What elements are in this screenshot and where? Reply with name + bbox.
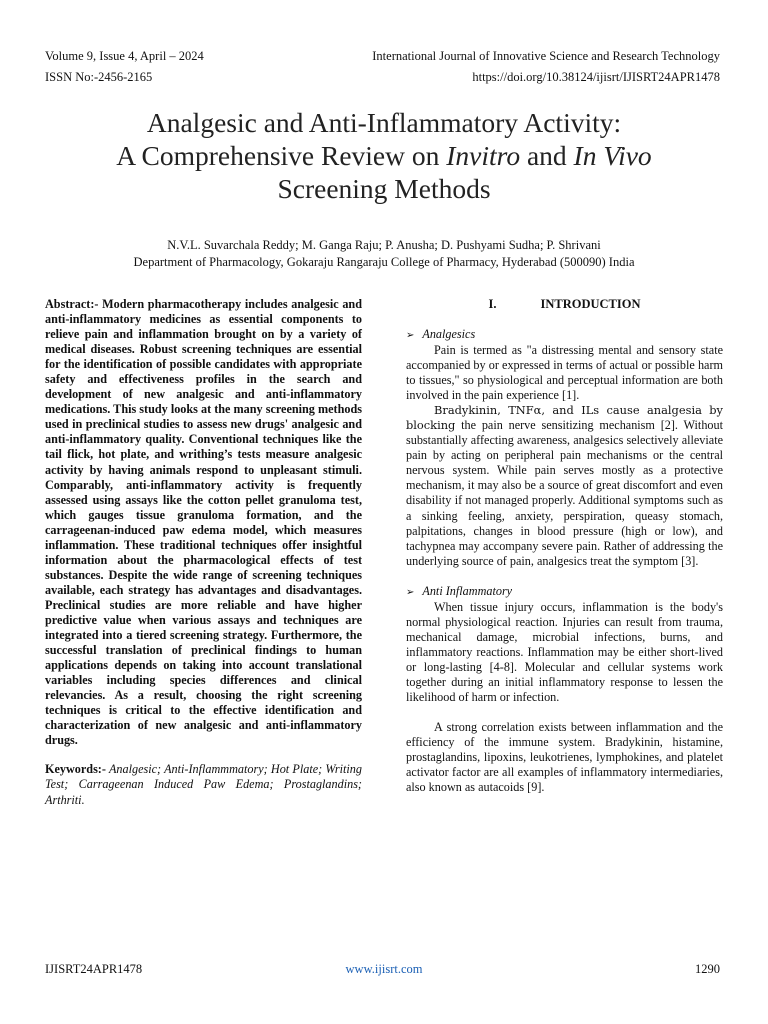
author-block <box>40 237 728 271</box>
subheading-analgesics <box>406 327 723 343</box>
arrow-bullet-icon: ➢ <box>406 586 415 598</box>
keywords <box>45 762 362 807</box>
volume-issue: Volume 9, Issue 4, April – 2024 <box>45 49 204 63</box>
section-number: I. <box>488 297 497 311</box>
left-column <box>45 297 362 808</box>
subheading-label: Anti Inflammatory <box>422 583 513 598</box>
title-text: A Comprehensive Review on <box>116 140 447 171</box>
keywords-list: Analgesic; Anti-Inflammmatory; Hot Plate; Writing Test; Carrageenan Induced Paw Edema; Prostaglandins; Arthriti. <box>45 762 362 807</box>
section-title: INTRODUCTION <box>540 297 641 311</box>
footer-site <box>0 962 768 976</box>
title-line-2 <box>40 139 728 172</box>
website-link[interactable]: www.ijisrt.com <box>345 962 423 976</box>
subheading-anti-inflammatory <box>406 584 723 600</box>
paragraph-analgesics-2 <box>406 403 723 569</box>
abstract: Abstract:- Modern pharmacotherapy includes analgesic and anti-inflammatory medicines as essential components to relieve pain and inflammation brought on by a variety of medical diseases. Robust screening techniques are essential for the identification of possible candidates with appropriate safety and effectiveness profiles in the search and development of new analgesic and anti-inflammatory medications. This study looks at the many screening methods used in preclinical studies to assess new drugs' analgesic and anti-inflammatory quality. Conventional techniques like the tail flick, hot plate, and writhing’s tests measure analgesic activity by having animals respond to unpleasant stimuli. Comparably, anti-inflammatory activity is frequently assessed using assays like the cotton pellet granuloma test, which gauges tissue granuloma formation, and the carrageenan-induced paw edema model, which measures inflammation. These traditional techniques offer insightful information about the pharmacological effects of test substances. Despite the wide range of screening techniques available, each strategy has advantages and disadvantages. Preclinical studies are more reliable and have higher predictive value when various assays and techniques are integrated into a tiered screening strategy. Furthermore, the successful translation of preclinical findings to human applications depends on taking into account translational variables including species differences and clinical relevancies. As a result, choosing the right screening techniques is critical to the effective identification and characterization of new analgesic and anti-inflammatory drugs. <box>45 297 362 748</box>
paragraph-body: the pain nerve sensitizing mechanism [2]. Without substantially affecting awareness, analgesics selectively alleviate pain by acting on peripheral pain mechanisms or the central nervous system. While pain serves mostly as a protective mechanism, it may also be a source of great discomfort and even disability if not managed properly. Additional symptoms such as a sinking feeling, anxiety, perspiration, queasy stomach, palpitations, changes in blood pressure (high or low), and tachypnea may accompany severe pain. Rather of addressing the underlying source of pain, analgesics treat the symptom [3]. <box>406 418 723 568</box>
paragraph-lead: Bradykinin, TNFα, and ILs cause analgesia by blocking <box>406 403 723 433</box>
paragraph-anti-inflammatory-2: A strong correlation exists between inflammation and the efficiency of the immune system. Bradykinin, histamine, prostaglandins, lipoxins, leukotrienes, lymphokines, and platelet activator factor are all examples of inflammatory intermediaries, also known as autacoids [9]. <box>406 720 723 795</box>
footer-article-id: IJISRT24APR1478 <box>45 962 143 976</box>
subheading-label: Analgesics <box>422 327 476 341</box>
doi-link[interactable]: https://doi.org/10.38124/ijisrt/IJISRT24APR1478 <box>472 70 720 84</box>
keywords-label: Keywords:- <box>45 762 106 777</box>
title-line-3: Screening Methods <box>277 173 491 204</box>
journal-name: International Journal of Innovative Science and Research Technology <box>372 49 720 63</box>
title-text: and <box>520 140 574 171</box>
paragraph-anti-inflammatory-1: When tissue injury occurs, inflammation is the body's normal physiological reaction. Injuries can result from trauma, mechanical damage, microbial infections, burns, and inflammatory reactions. Inflammation may be either short-lived or long-lasting [4-8]. Molecular and cellular systems work together during an initial inflammatory response to lessen the likelihood of harm or infection. <box>406 599 723 704</box>
author-names: N.V.L. Suvarchala Reddy; M. Ganga Raju; P. Anusha; D. Pushyami Sudha; P. Shrivani <box>167 238 601 252</box>
page-number: 1290 <box>695 962 720 976</box>
issn: ISSN No:-2456-2165 <box>45 70 153 84</box>
paragraph-analgesics-1: Pain is termed as "a distressing mental and sensory state accompanied by or expressed in terms of actual or possible harm to tissues," so physiological and perceptual information are both involved in the pain experience [1]. <box>406 343 723 403</box>
section-heading-introduction <box>406 297 723 312</box>
author-affiliation: Department of Pharmacology, Gokaraju Rangaraju College of Pharmacy, Hyderabad (500090) India <box>133 255 635 269</box>
title-italic-invitro: Invitro <box>446 140 521 171</box>
title-italic-invivo: In Vivo <box>573 140 652 171</box>
right-column <box>406 297 723 795</box>
paper-title <box>40 106 728 205</box>
title-line-1: Analgesic and Anti-Inflammatory Activity: <box>146 107 622 138</box>
arrow-bullet-icon: ➢ <box>406 330 415 341</box>
